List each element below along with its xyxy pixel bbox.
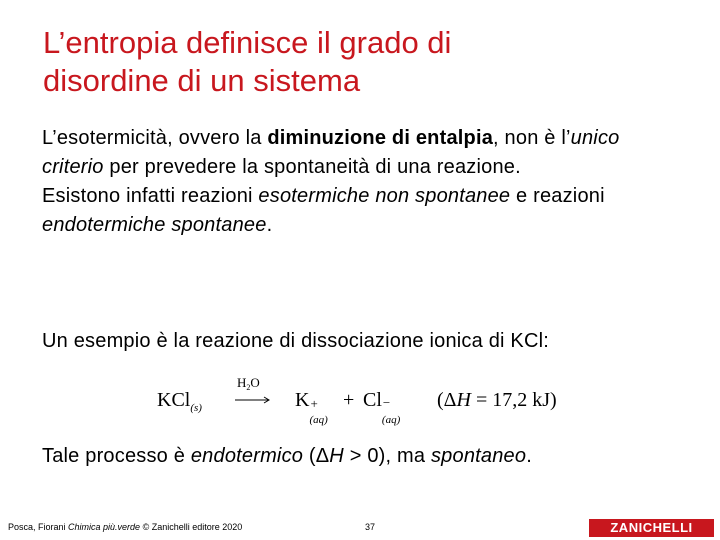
text: , non è l’ (493, 127, 571, 149)
reactant-formula: KCl (157, 389, 191, 411)
text: Tale processo è (42, 445, 191, 467)
paragraph-conclusion (42, 442, 532, 471)
reaction-arrow (235, 377, 271, 417)
arrow-label-h: H (237, 375, 247, 390)
footer-credits (8, 522, 242, 532)
product-cl-state: (aq) (381, 414, 401, 426)
product-k-charge: + (310, 396, 318, 411)
bold-enthalpy-decrease: diminuzione di entalpia (267, 127, 494, 149)
zanichelli-logo: ZANICHELLI (589, 519, 714, 537)
enthalpy-value (437, 389, 557, 412)
page-number: 37 (365, 522, 376, 532)
reactant (157, 389, 202, 414)
paragraph-example: Un esempio è la reazione di dissociazione ionica di KCl: (42, 330, 550, 352)
title-line-1: L’entropia definisce il grado di (43, 25, 452, 60)
paragraph-exothermicity (42, 124, 682, 240)
text: . (266, 214, 273, 236)
italic-endothermic-spontaneous: endotermiche spontanee (42, 214, 267, 236)
product-k-formula: K (295, 389, 310, 411)
product-cl-charge: − (382, 395, 391, 410)
slide-title (43, 24, 683, 100)
footer-publisher: © Zanichelli editore 2020 (140, 522, 243, 532)
product-k (295, 389, 329, 426)
product-cl (363, 389, 406, 426)
arrow-label (237, 375, 260, 392)
footer-authors: Posca, Fiorani (8, 522, 69, 532)
text: . (526, 445, 532, 467)
product-k-state: (aq) (309, 414, 328, 426)
product-cl-formula: Cl (363, 389, 382, 411)
arrow-label-o: O (250, 375, 260, 390)
reactant-state: (s) (190, 402, 202, 414)
arrow-icon (235, 396, 271, 404)
plus-sign: + (343, 389, 355, 411)
title-line-2: disordine di un sistema (43, 63, 361, 98)
italic-unique-criterion: unico criterio (42, 127, 620, 178)
dh-open: (Δ (437, 389, 457, 411)
text: L’esotermicità, ovvero la (42, 127, 268, 149)
chemical-equation (157, 375, 577, 426)
text: > 0), ma (343, 445, 431, 467)
italic-exothermic-nonspontaneous: esotermiche non spontanee (258, 185, 511, 207)
footer-book: Chimica più.verde (68, 522, 141, 532)
italic-endothermic: endotermico (190, 445, 304, 467)
text: e reazioni (510, 185, 605, 207)
text: (Δ (303, 445, 330, 467)
text: Esistono infatti reazioni (42, 185, 259, 207)
dh-symbol: H (456, 389, 471, 411)
arrow-label-sub: 2 (246, 383, 251, 392)
italic-h: H (329, 445, 344, 467)
text: per prevedere la spontaneità di una reazione. (103, 156, 521, 178)
dh-value: = 17,2 kJ) (470, 389, 557, 411)
italic-spontaneous: spontaneo (430, 445, 527, 467)
